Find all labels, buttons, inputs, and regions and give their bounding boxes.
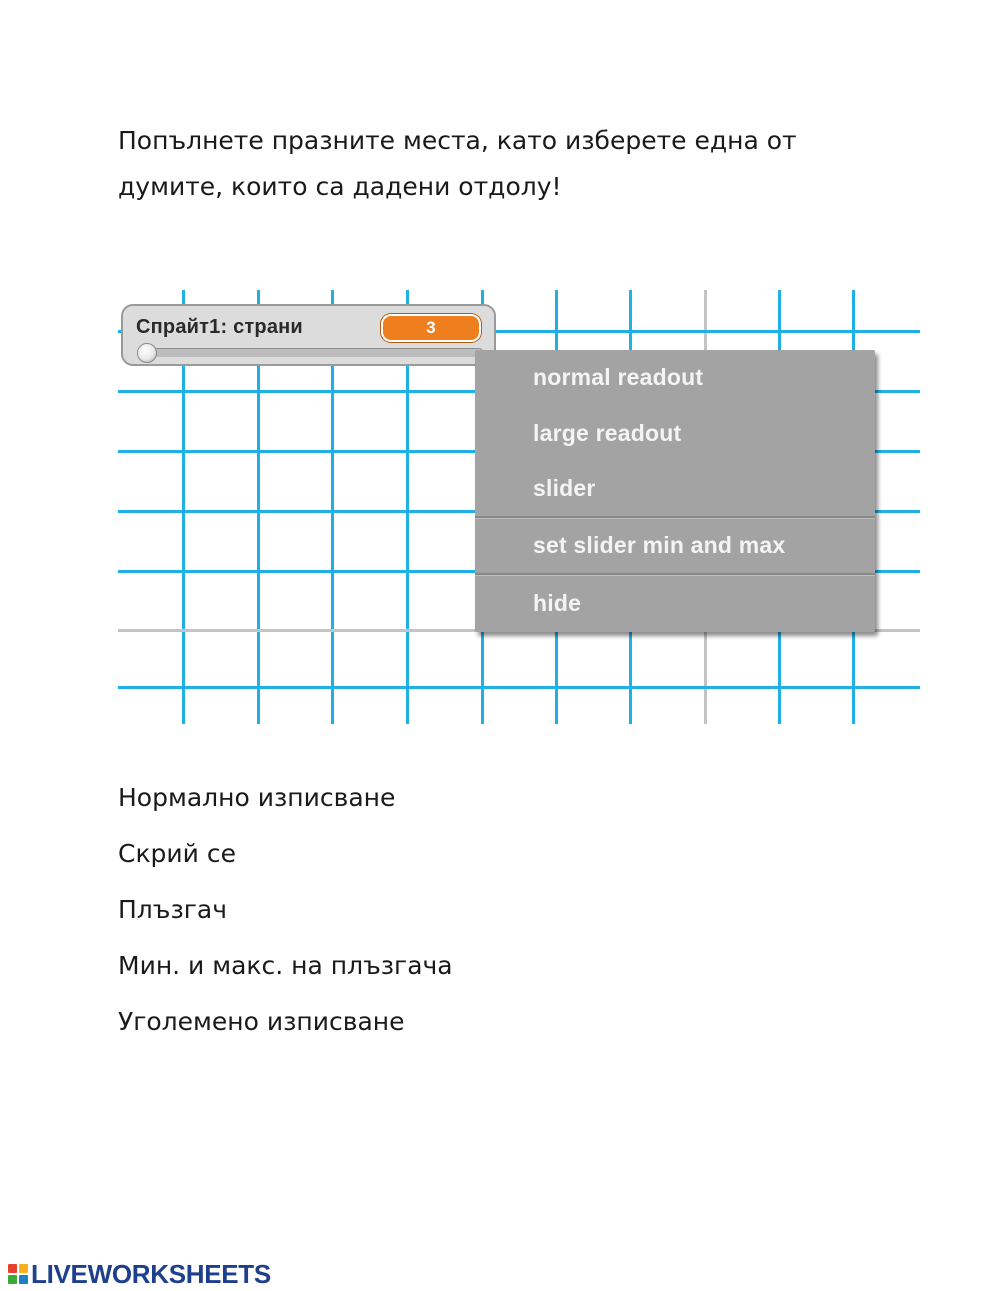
monitor-slider-knob[interactable]	[137, 343, 157, 363]
menu-separator	[475, 516, 875, 519]
variable-monitor[interactable]	[121, 304, 496, 366]
word-bank-item[interactable]: Мин. и макс. на плъзгача	[118, 951, 453, 980]
monitor-label: Спрайт1: страни	[136, 316, 303, 338]
menu-item-slider[interactable]: slider	[533, 475, 596, 501]
liveworksheets-logo	[8, 1259, 271, 1289]
word-bank-item[interactable]: Скрий се	[118, 839, 236, 868]
instructions-line-2: думите, които са дадени отдолу!	[118, 172, 562, 201]
menu-separator	[475, 573, 875, 576]
menu-item-set-slider-min-max[interactable]: set slider min and max	[533, 532, 786, 558]
grid-line	[118, 686, 920, 689]
instructions-line-1: Попълнете празните места, като изберете една от	[118, 126, 797, 155]
monitor-value: 3	[381, 314, 481, 342]
scratch-stage-screenshot	[118, 290, 920, 724]
monitor-slider-track[interactable]	[143, 348, 483, 357]
menu-item-normal-readout[interactable]: normal readout	[533, 364, 704, 390]
context-menu	[475, 350, 875, 632]
instructions-text	[118, 118, 878, 210]
menu-item-hide[interactable]: hide	[533, 590, 582, 616]
word-bank	[118, 776, 453, 1056]
logo-blocks-icon	[8, 1264, 28, 1284]
word-bank-item[interactable]: Нормално изписване	[118, 783, 396, 812]
logo-text: LIVEWORKSHEETS	[31, 1258, 271, 1289]
menu-item-large-readout[interactable]: large readout	[533, 420, 682, 446]
word-bank-item[interactable]: Уголемено изписване	[118, 1007, 405, 1036]
word-bank-item[interactable]: Плъзгач	[118, 895, 227, 924]
